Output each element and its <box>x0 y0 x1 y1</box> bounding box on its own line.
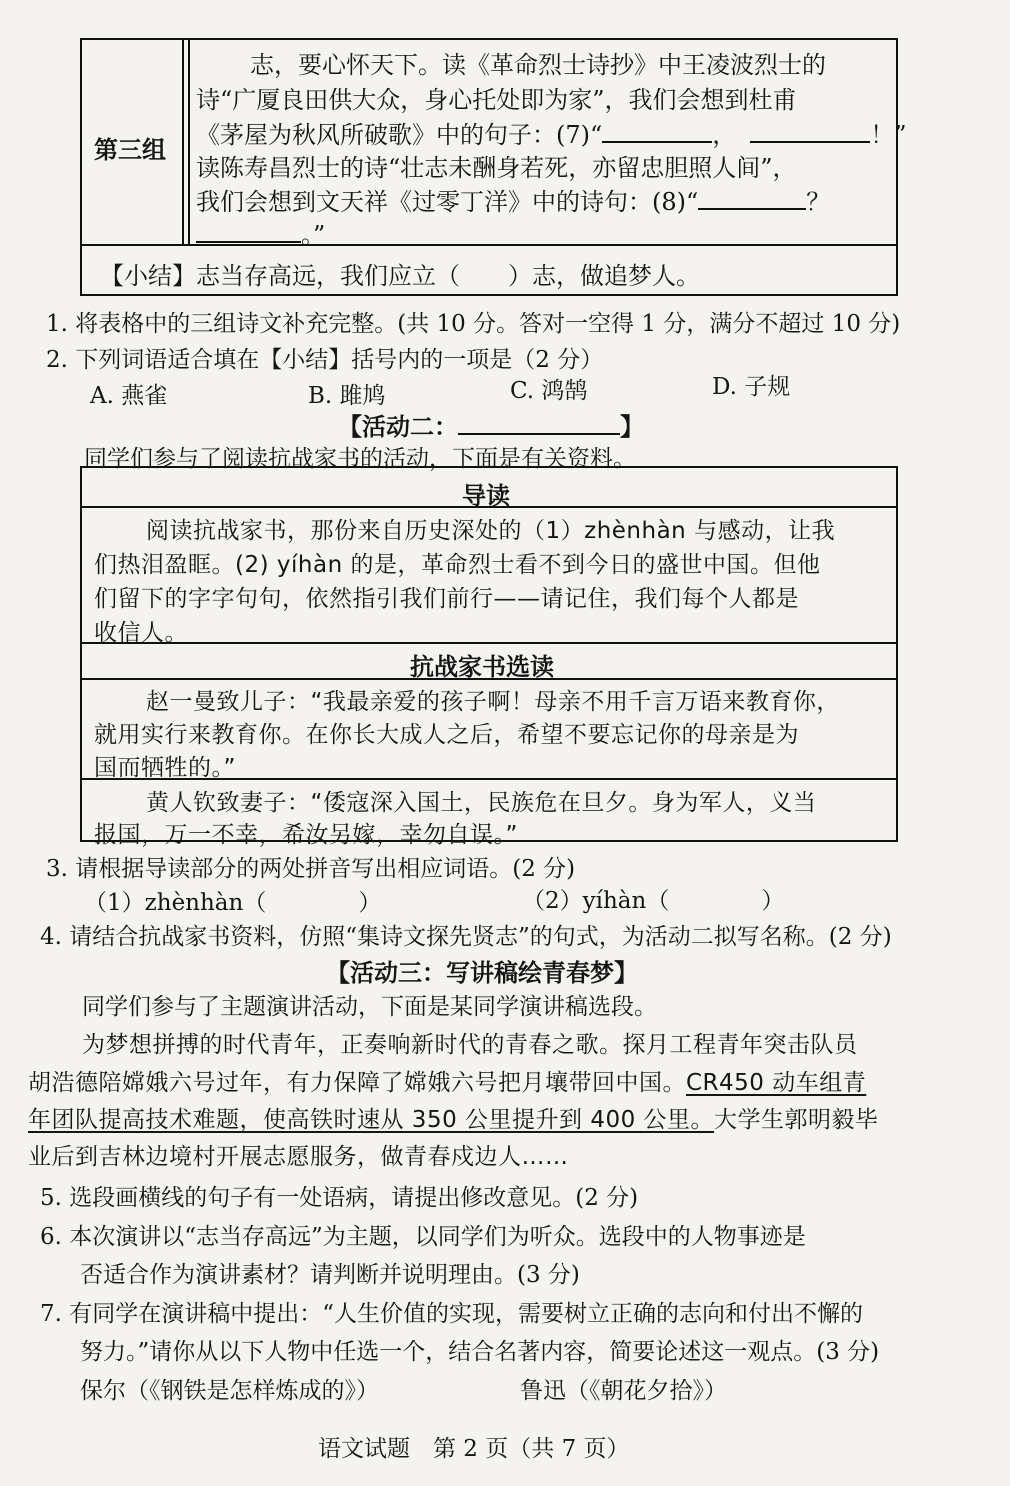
guide-line: 们热泪盈眶。(2) yíhàn 的是，革命烈士看不到今日的盛世中国。但他 <box>94 552 821 578</box>
question-2: 2. 下列词语适合填在【小结】括号内的一项是（2 分） <box>46 347 604 373</box>
question-5: 5. 选段画横线的句子有一处语病，请提出修改意见。(2 分) <box>40 1185 639 1211</box>
table-divider <box>80 642 898 644</box>
poem-line-text: 我们会想到文天祥《过零丁洋》中的诗句：(8)“ <box>196 188 699 216</box>
poem-line <box>196 215 325 250</box>
poem-end: ！” <box>870 121 907 149</box>
option-c[interactable]: C. 鸿鹄 <box>510 378 588 404</box>
letter-line: 报国，万一不幸，希汝另嫁，幸勿自误。” <box>94 822 518 848</box>
guide-header: 导读 <box>462 482 510 510</box>
activity-2-intro: 同学们参与了阅读抗战家书的活动，下面是有关资料。 <box>84 446 636 472</box>
q7-choice-1[interactable]: 保尔（《钢铁是怎样炼成的》） <box>80 1378 379 1404</box>
poem-line-text: 《茅屋为秋风所破歌》中的句子：(7)“ <box>196 121 603 149</box>
poem-sep: ， <box>712 121 737 149</box>
table-divider <box>182 38 184 246</box>
question-7-line: 努力。”请你从以下人物中任选一个，结合名著内容，简要论述这一观点。(3 分) <box>80 1339 880 1365</box>
question-3: 3. 请根据导读部分的两处拼音写出相应词语。(2 分) <box>46 856 576 882</box>
letters-header: 抗战家书选读 <box>410 653 554 681</box>
speech-line <box>28 1064 866 1097</box>
poem-line: 诗“广厦良田供大众，身心托处即为家”，我们会想到杜甫 <box>196 86 797 114</box>
option-a[interactable]: A. 燕雀 <box>90 383 168 409</box>
underlined-sentence: CR450 动车组青 <box>686 1070 867 1096</box>
question-4: 4. 请结合抗战家书资料，仿照“集诗文探先贤志”的句式，为活动二拟写名称。(2 分) <box>40 924 892 950</box>
speech-line: 业后到吉林边境村开展志愿服务，做青春戍边人…… <box>28 1144 569 1170</box>
answer-blank[interactable] <box>698 188 806 210</box>
letter-line: 黄人钦致妻子：“倭寇深入国土，民族危在旦夕。身为军人，义当 <box>146 790 817 816</box>
poem-line: 读陈寿昌烈士的诗“壮志未酬身若死，亦留忠胆照人间”， <box>196 154 797 182</box>
title-blank[interactable] <box>458 413 620 435</box>
page-footer: 语文试题 第 2 页（共 7 页） <box>318 1436 630 1462</box>
activity-3-title: 【活动三：写讲稿绘青春梦】 <box>326 958 638 987</box>
poem-line <box>196 115 907 150</box>
option-b[interactable]: B. 雎鸠 <box>308 383 386 409</box>
activity-2-title <box>338 407 644 442</box>
answer-blank[interactable] <box>196 221 301 243</box>
answer-blank[interactable] <box>602 121 712 143</box>
guide-line: 收信人。 <box>94 620 188 646</box>
speech-text: 大学生郭明毅毕 <box>714 1107 879 1133</box>
speech-line <box>28 1101 879 1134</box>
table-divider <box>188 38 190 246</box>
q3-answer-1[interactable]: （1）zhènhàn（ ） <box>84 890 382 916</box>
poem-line: 志，要心怀天下。读《革命烈士诗抄》中王凌波烈士的 <box>250 51 826 79</box>
letter-line: 就用实行来教育你。在你长大成人之后，希望不要忘记你的母亲是为 <box>94 722 799 748</box>
question-1: 1. 将表格中的三组诗文补充完整。(共 10 分。答对一空得 1 分，满分不超过 10 分) <box>46 311 901 337</box>
activity-3-intro: 同学们参与了主题演讲活动，下面是某同学演讲稿选段。 <box>82 994 657 1020</box>
poem-line <box>196 182 830 217</box>
question-6-line: 否适合作为演讲素材？请判断并说明理由。(3 分) <box>80 1262 580 1288</box>
guide-line: 们留下的字字句句，依然指引我们前行——请记住，我们每个人都是 <box>94 586 799 612</box>
q7-choice-2[interactable]: 鲁迅（《朝花夕拾》） <box>520 1378 727 1404</box>
question-6-line: 6. 本次演讲以“志当存高远”为主题，以同学们为听众。选段中的人物事迹是 <box>40 1224 806 1250</box>
letter-line: 赵一曼致儿子：“我最亲爱的孩子啊！母亲不用千言万语来教育你， <box>146 689 840 715</box>
guide-line: 阅读抗战家书，那份来自历史深处的（1）zhènhàn 与感动，让我 <box>146 518 836 544</box>
summary-text: 【小结】志当存高远，我们应立（ ）志，做追梦人。 <box>100 262 700 290</box>
option-d[interactable]: D. 子规 <box>712 374 791 400</box>
question-7-line: 7. 有同学在演讲稿中提出：“人生价值的实现，需要树立正确的志向和付出不懈的 <box>40 1301 864 1327</box>
activity-title-right: 】 <box>620 412 644 441</box>
speech-text: 胡浩德陪嫦娥六号过年，有力保障了嫦娥六号把月壤带回中国。 <box>28 1070 686 1096</box>
activity-title-left: 【活动二： <box>338 412 458 441</box>
speech-line: 为梦想拼搏的时代青年，正奏响新时代的青春之歌。探月工程青年突击队员 <box>82 1032 858 1058</box>
letter-line: 国而牺牲的。” <box>94 755 236 781</box>
q3-answer-2[interactable]: （2）yíhàn（ ） <box>522 888 785 914</box>
answer-blank[interactable] <box>750 121 870 143</box>
underlined-sentence: 年团队提高技术难题，使高铁时速从 350 公里提升到 400 公里。 <box>28 1107 715 1133</box>
poem-end: 。” <box>301 221 326 249</box>
group-label: 第三组 <box>94 135 166 164</box>
poem-end: ？ <box>806 188 831 216</box>
